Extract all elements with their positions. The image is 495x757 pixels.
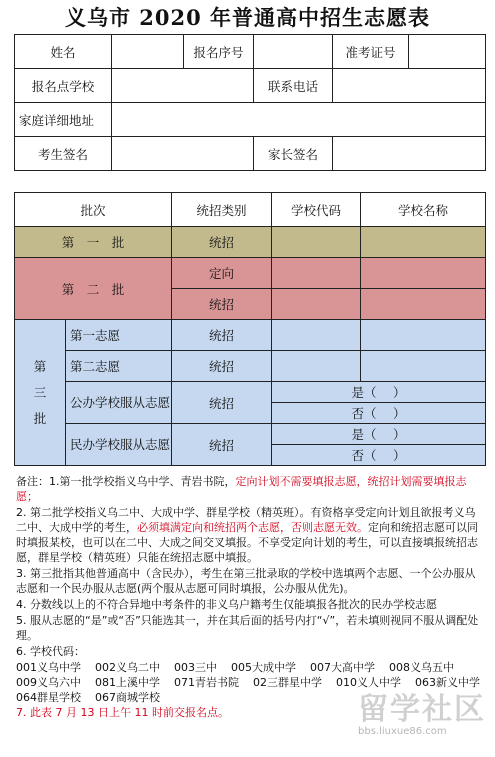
choices-table: [14, 192, 486, 466]
header-batch: 批次: [15, 193, 172, 227]
batch2-type-a: 定向: [172, 258, 272, 289]
reg-no-label: 报名序号: [184, 35, 254, 69]
phone-label: 联系电话: [254, 69, 333, 103]
note-6: 6. 学校代码：: [16, 645, 85, 658]
batch1-label: 第 一 批: [15, 227, 172, 258]
phone-field[interactable]: [333, 69, 486, 103]
batch1-type: 统招: [172, 227, 272, 258]
parent-sign-label: 家长签名: [254, 137, 333, 171]
name-label: 姓名: [15, 35, 112, 69]
reg-school-label: 报名点学校: [15, 69, 112, 103]
student-sign-label: 考生签名: [15, 137, 112, 171]
public-obey-type: 统招: [172, 382, 272, 424]
student-info-table: [14, 34, 486, 171]
batch3-second-name-field[interactable]: [361, 351, 486, 382]
student-sign-field[interactable]: [112, 137, 254, 171]
school-code-item: 064群星学校: [16, 691, 81, 704]
address-field[interactable]: [112, 103, 486, 137]
batch2-code-field-b[interactable]: [272, 289, 361, 320]
school-code-item: 02三群星中学: [253, 676, 322, 689]
note-5: 5. 服从志愿的“是”或“否”只能选其一，并在其后面的括号内打“√”，若未填则视同不服从调配处理。: [16, 614, 479, 642]
batch2-label: 第 二 批: [15, 258, 172, 320]
header-type: 统招类别: [172, 193, 272, 227]
batch3-char-1: 第: [33, 358, 47, 374]
school-code-item: 010义人中学: [336, 676, 401, 689]
parent-sign-field[interactable]: [333, 137, 486, 171]
school-code-item: 081上溪中学: [95, 676, 160, 689]
batch2-name-field-b[interactable]: [361, 289, 486, 320]
watermark-url: bbs.liuxue86.com: [358, 726, 447, 737]
batch3-first-code-field[interactable]: [272, 320, 361, 351]
private-obey-label: 民办学校服从志愿: [66, 424, 172, 466]
batch1-code-field[interactable]: [272, 227, 361, 258]
batch2-name-field-a[interactable]: [361, 258, 486, 289]
school-code-item: 063新义中学: [415, 676, 480, 689]
school-code-item: 001义乌中学: [16, 661, 81, 674]
address-label: 家庭详细地址: [15, 103, 112, 137]
public-obey-label: 公办学校服从志愿: [66, 382, 172, 424]
reg-school-field[interactable]: [112, 69, 254, 103]
batch1-name-field[interactable]: [361, 227, 486, 258]
school-codes-list: [16, 660, 486, 705]
batch3-first-choice-label: 第一志愿: [66, 320, 172, 351]
school-code-item: 071青岩书院: [174, 676, 239, 689]
exam-no-field[interactable]: [409, 35, 486, 69]
public-obey-no[interactable]: 否（ ）: [272, 403, 486, 424]
note-1-text: 备注：1.第一批学校指义乌中学、青岩书院，: [16, 475, 236, 488]
watermark-logo-text: 留学社区: [358, 692, 486, 727]
note-2-text-a: 2. 第二批学校指义乌二中、大成中学、群星学校（精英班）。有资格享受定向计划且欲报考义乌二中、大成中学的考生，: [16, 506, 476, 534]
batch3-char-2: 三: [33, 384, 47, 400]
notes-section: [16, 474, 486, 721]
school-code-item: 008义乌五中: [389, 661, 454, 674]
batch3-second-choice-label: 第二志愿: [66, 351, 172, 382]
school-code-item: 003三中: [174, 661, 217, 674]
public-obey-yes[interactable]: 是（ ）: [272, 382, 486, 403]
reg-no-field[interactable]: [254, 35, 333, 69]
private-obey-no[interactable]: 否（ ）: [272, 445, 486, 466]
school-code-item: 009义乌六中: [16, 676, 81, 689]
private-obey-yes[interactable]: 是（ ）: [272, 424, 486, 445]
school-code-item: 005大成中学: [231, 661, 296, 674]
note-1-highlight: 定向计划不需要填报志愿，统招计划需要填报志愿；: [16, 475, 467, 503]
batch3-char-3: 批: [33, 410, 47, 426]
batch2-code-field-a[interactable]: [272, 258, 361, 289]
note-7: 7. 此表 7 月 13 日上午 11 时前交报名点。: [16, 706, 229, 719]
note-2: [16, 505, 486, 565]
note-2-text-c: 定向和统招志愿可以同时填报某校，也可以在二中、大成之间交叉填报。不享受定向计划的考生，可以直接填报统招志愿，群星学校（精英班）只能在统招志愿中填报。: [16, 521, 478, 564]
batch3-first-choice-type: 统招: [172, 320, 272, 351]
batch3-second-code-field[interactable]: [272, 351, 361, 382]
header-school-name: 学校名称: [361, 193, 486, 227]
batch2-type-b: 统招: [172, 289, 272, 320]
school-code-item: 007大高中学: [310, 661, 375, 674]
school-code-item: 002义乌二中: [95, 661, 160, 674]
note-3: 3. 第三批指其他普通高中（含民办），考生在第三批录取的学校中选填两个志愿、一个公办服从志愿和一个民办服从志愿(两个服从志愿可同时填报，公办服从优先)。: [16, 567, 476, 595]
note-1: [16, 474, 486, 504]
batch3-label: [15, 320, 66, 466]
batch3-first-name-field[interactable]: [361, 320, 486, 351]
batch3-second-choice-type: 统招: [172, 351, 272, 382]
school-code-item: 067商城学校: [95, 691, 160, 704]
page-title: 义乌市 2020 年普通高中招生志愿表: [64, 5, 431, 30]
header-code: 学校代码: [272, 193, 361, 227]
name-field[interactable]: [112, 35, 184, 69]
note-2-highlight: 必须填满定向和统招两个志愿，否则志愿无效。: [137, 521, 368, 534]
note-4: 4. 分数线以上的不符合异地中考条件的非义乌户籍考生仅能填报各批次的民办学校志愿: [16, 598, 437, 611]
exam-no-label: 准考证号: [333, 35, 409, 69]
private-obey-type: 统招: [172, 424, 272, 466]
